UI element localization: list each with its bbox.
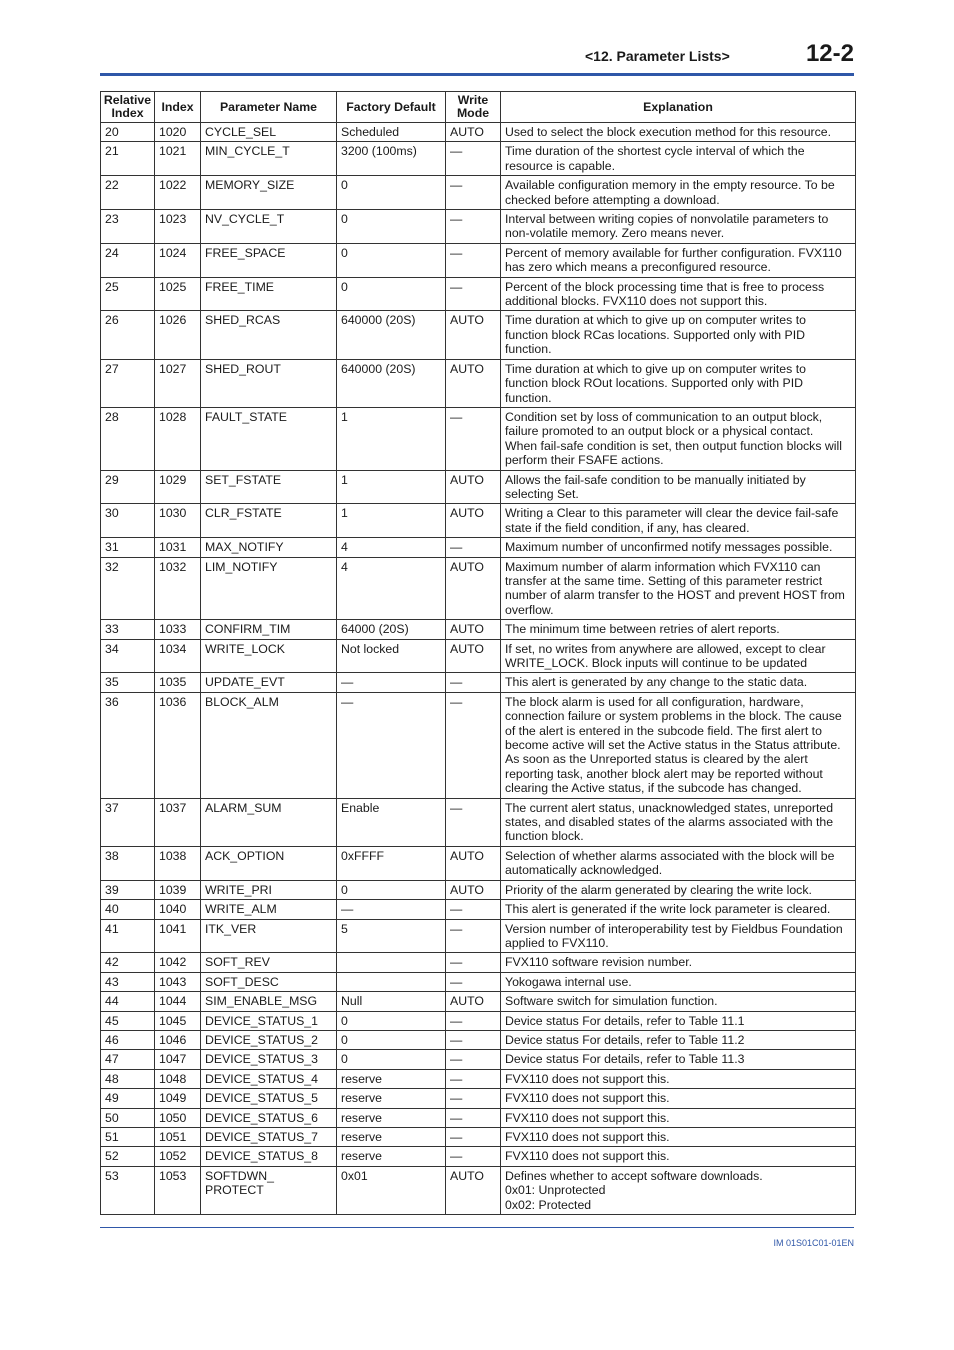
cell-parameter-name: FREE_SPACE xyxy=(201,243,337,277)
table-row xyxy=(101,639,856,673)
table-row xyxy=(101,992,856,1011)
cell-explanation: Interval between writing copies of nonvolatile parameters to non-volatile memory. Zero means never. xyxy=(501,210,856,244)
cell-index: 1030 xyxy=(155,504,201,538)
cell-explanation: FVX110 does not support this. xyxy=(501,1108,856,1127)
cell-write-mode: AUTO xyxy=(446,359,501,407)
col-header-index: Index xyxy=(155,92,201,123)
cell-write-mode: — xyxy=(446,798,501,846)
cell-parameter-name: CYCLE_SEL xyxy=(201,123,337,142)
cell-factory-default: Null xyxy=(337,992,446,1011)
cell-relative-index: 32 xyxy=(101,557,155,620)
cell-relative-index: 28 xyxy=(101,407,155,470)
cell-index: 1043 xyxy=(155,972,201,991)
cell-relative-index: 53 xyxy=(101,1166,155,1214)
cell-parameter-name: DEVICE_STATUS_4 xyxy=(201,1069,337,1088)
cell-parameter-name: DEVICE_STATUS_2 xyxy=(201,1030,337,1049)
cell-factory-default: — xyxy=(337,692,446,798)
cell-parameter-name: FREE_TIME xyxy=(201,277,337,311)
cell-parameter-name: NV_CYCLE_T xyxy=(201,210,337,244)
cell-index: 1033 xyxy=(155,620,201,639)
cell-explanation: If set, no writes from anywhere are allowed, except to clear WRITE_LOCK. Block inputs will continue to be updated xyxy=(501,639,856,673)
cell-relative-index: 31 xyxy=(101,538,155,557)
page-number: 12-2 xyxy=(805,40,854,67)
cell-relative-index: 51 xyxy=(101,1127,155,1146)
table-row xyxy=(101,880,856,899)
cell-explanation: Software switch for simulation function. xyxy=(501,992,856,1011)
cell-index: 1039 xyxy=(155,880,201,899)
cell-explanation: Writing a Clear to this parameter will clear the device fail-safe state if the field condition, if any, has cleared. xyxy=(501,504,856,538)
cell-explanation: FVX110 does not support this. xyxy=(501,1069,856,1088)
cell-factory-default: 3200 (100ms) xyxy=(337,142,446,176)
cell-explanation: This alert is generated if the write lock parameter is cleared. xyxy=(501,900,856,919)
cell-index: 1050 xyxy=(155,1108,201,1127)
cell-explanation: FVX110 does not support this. xyxy=(501,1089,856,1108)
cell-parameter-name: DEVICE_STATUS_3 xyxy=(201,1050,337,1069)
cell-relative-index: 43 xyxy=(101,972,155,991)
cell-explanation: The current alert status, unacknowledged states, unreported states, and disabled states of the alarms associated with the function block. xyxy=(501,798,856,846)
table-row xyxy=(101,210,856,244)
cell-factory-default: 0 xyxy=(337,243,446,277)
cell-parameter-name: WRITE_ALM xyxy=(201,900,337,919)
cell-factory-default: 0x01 xyxy=(337,1166,446,1214)
cell-index: 1032 xyxy=(155,557,201,620)
cell-write-mode: — xyxy=(446,407,501,470)
cell-relative-index: 27 xyxy=(101,359,155,407)
table-row xyxy=(101,470,856,504)
cell-relative-index: 38 xyxy=(101,846,155,880)
cell-factory-default: 5 xyxy=(337,919,446,953)
cell-factory-default xyxy=(337,972,446,991)
cell-relative-index: 24 xyxy=(101,243,155,277)
cell-relative-index: 20 xyxy=(101,123,155,142)
cell-relative-index: 50 xyxy=(101,1108,155,1127)
cell-write-mode: — xyxy=(446,919,501,953)
cell-parameter-name: FAULT_STATE xyxy=(201,407,337,470)
cell-index: 1051 xyxy=(155,1127,201,1146)
cell-factory-default: 1 xyxy=(337,470,446,504)
cell-write-mode: AUTO xyxy=(446,470,501,504)
table-row xyxy=(101,243,856,277)
cell-explanation: FVX110 software revision number. xyxy=(501,953,856,972)
cell-index: 1036 xyxy=(155,692,201,798)
cell-write-mode: AUTO xyxy=(446,557,501,620)
cell-explanation: Allows the fail-safe condition to be manually initiated by selecting Set. xyxy=(501,470,856,504)
cell-explanation: FVX110 does not support this. xyxy=(501,1147,856,1166)
cell-index: 1048 xyxy=(155,1069,201,1088)
cell-index: 1040 xyxy=(155,900,201,919)
cell-index: 1053 xyxy=(155,1166,201,1214)
table-row xyxy=(101,1030,856,1049)
table-row xyxy=(101,1089,856,1108)
cell-write-mode: — xyxy=(446,1069,501,1088)
cell-explanation: The block alarm is used for all configuration, hardware, connection failure or system problems in the block. The cause of the alert is entered in the subcode field. The first alert to become active will set the Active status in the Status attribute. As soon as the Unreported status is cleared by the alert reporting task, another block alert may be reported without clearing the Active status, if the subcode has changed. xyxy=(501,692,856,798)
cell-factory-default: 0 xyxy=(337,210,446,244)
cell-relative-index: 36 xyxy=(101,692,155,798)
cell-explanation: The minimum time between retries of alert reports. xyxy=(501,620,856,639)
cell-factory-default: 0 xyxy=(337,880,446,899)
table-row xyxy=(101,176,856,210)
cell-index: 1035 xyxy=(155,673,201,692)
cell-explanation: Maximum number of alarm information which FVX110 can transfer at the same time. Setting of this parameter restrict number of alarm transfer to the HOST and prevent HOST from overflow. xyxy=(501,557,856,620)
cell-factory-default: reserve xyxy=(337,1089,446,1108)
cell-index: 1046 xyxy=(155,1030,201,1049)
cell-explanation: Condition set by loss of communication to an output block, failure promoted to an output block or a physical contact. When fail-safe condition is set, then output function blocks will perform their FSAFE actions. xyxy=(501,407,856,470)
cell-write-mode: AUTO xyxy=(446,504,501,538)
cell-factory-default: Scheduled xyxy=(337,123,446,142)
cell-factory-default: 0 xyxy=(337,176,446,210)
cell-relative-index: 49 xyxy=(101,1089,155,1108)
cell-index: 1034 xyxy=(155,639,201,673)
cell-relative-index: 33 xyxy=(101,620,155,639)
table-row xyxy=(101,557,856,620)
cell-factory-default: 1 xyxy=(337,407,446,470)
header-divider xyxy=(100,73,854,76)
cell-parameter-name: BLOCK_ALM xyxy=(201,692,337,798)
cell-index: 1021 xyxy=(155,142,201,176)
cell-explanation: Percent of the block processing time that is free to process additional blocks. FVX110 does not support this. xyxy=(501,277,856,311)
cell-relative-index: 52 xyxy=(101,1147,155,1166)
cell-write-mode: — xyxy=(446,692,501,798)
footer-divider xyxy=(100,1227,854,1228)
col-header-relative-index: Relative Index xyxy=(101,92,155,123)
cell-parameter-name: WRITE_LOCK xyxy=(201,639,337,673)
cell-explanation: Time duration of the shortest cycle interval of which the resource is capable. xyxy=(501,142,856,176)
cell-explanation: Available configuration memory in the empty resource. To be checked before attempting a download. xyxy=(501,176,856,210)
cell-relative-index: 39 xyxy=(101,880,155,899)
table-row xyxy=(101,972,856,991)
cell-relative-index: 25 xyxy=(101,277,155,311)
cell-relative-index: 37 xyxy=(101,798,155,846)
cell-explanation: This alert is generated by any change to the static data. xyxy=(501,673,856,692)
cell-factory-default: 64000 (20S) xyxy=(337,620,446,639)
cell-parameter-name: ALARM_SUM xyxy=(201,798,337,846)
table-row xyxy=(101,1108,856,1127)
cell-parameter-name: SET_FSTATE xyxy=(201,470,337,504)
cell-explanation: Version number of interoperability test by Fieldbus Foundation applied to FVX110. xyxy=(501,919,856,953)
cell-parameter-name: DEVICE_STATUS_8 xyxy=(201,1147,337,1166)
cell-index: 1042 xyxy=(155,953,201,972)
table-row xyxy=(101,1011,856,1030)
cell-parameter-name: DEVICE_STATUS_6 xyxy=(201,1108,337,1127)
cell-write-mode: AUTO xyxy=(446,846,501,880)
cell-explanation: Maximum number of unconfirmed notify messages possible. xyxy=(501,538,856,557)
table-row xyxy=(101,692,856,798)
section-title: <12. Parameter Lists> xyxy=(585,48,730,64)
cell-write-mode: — xyxy=(446,1030,501,1049)
cell-factory-default: 0 xyxy=(337,1030,446,1049)
cell-index: 1052 xyxy=(155,1147,201,1166)
cell-write-mode: — xyxy=(446,277,501,311)
cell-write-mode: — xyxy=(446,243,501,277)
cell-relative-index: 34 xyxy=(101,639,155,673)
cell-explanation: Time duration at which to give up on computer writes to function block RCas locations. Supported only with PID function. xyxy=(501,311,856,359)
cell-index: 1020 xyxy=(155,123,201,142)
cell-factory-default: 1 xyxy=(337,504,446,538)
cell-index: 1023 xyxy=(155,210,201,244)
parameter-table xyxy=(100,91,856,1215)
cell-write-mode: — xyxy=(446,1089,501,1108)
cell-explanation: Yokogawa internal use. xyxy=(501,972,856,991)
table-row xyxy=(101,123,856,142)
cell-write-mode: — xyxy=(446,673,501,692)
cell-factory-default: reserve xyxy=(337,1147,446,1166)
cell-explanation: Time duration at which to give up on computer writes to function block ROut locations. Supported only with PID function. xyxy=(501,359,856,407)
cell-factory-default: 4 xyxy=(337,538,446,557)
cell-relative-index: 46 xyxy=(101,1030,155,1049)
cell-relative-index: 47 xyxy=(101,1050,155,1069)
cell-parameter-name: MEMORY_SIZE xyxy=(201,176,337,210)
cell-parameter-name: ACK_OPTION xyxy=(201,846,337,880)
cell-write-mode: — xyxy=(446,176,501,210)
cell-write-mode: — xyxy=(446,538,501,557)
cell-parameter-name: CLR_FSTATE xyxy=(201,504,337,538)
col-header-factory-default: Factory Default xyxy=(337,92,446,123)
cell-factory-default xyxy=(337,953,446,972)
table-header-row xyxy=(101,92,856,123)
cell-index: 1028 xyxy=(155,407,201,470)
table-row xyxy=(101,504,856,538)
cell-parameter-name: SOFT_DESC xyxy=(201,972,337,991)
cell-parameter-name: SHED_ROUT xyxy=(201,359,337,407)
cell-parameter-name: DEVICE_STATUS_5 xyxy=(201,1089,337,1108)
cell-factory-default: 640000 (20S) xyxy=(337,311,446,359)
cell-relative-index: 29 xyxy=(101,470,155,504)
table-row xyxy=(101,900,856,919)
cell-factory-default: 0 xyxy=(337,1011,446,1030)
cell-factory-default: Enable xyxy=(337,798,446,846)
table-row xyxy=(101,311,856,359)
cell-parameter-name: UPDATE_EVT xyxy=(201,673,337,692)
table-row xyxy=(101,277,856,311)
document-id: IM 01S01C01-01EN xyxy=(773,1238,854,1248)
table-row xyxy=(101,919,856,953)
cell-write-mode: — xyxy=(446,1147,501,1166)
cell-parameter-name: DEVICE_STATUS_7 xyxy=(201,1127,337,1146)
cell-relative-index: 21 xyxy=(101,142,155,176)
cell-index: 1041 xyxy=(155,919,201,953)
cell-index: 1025 xyxy=(155,277,201,311)
cell-index: 1037 xyxy=(155,798,201,846)
cell-explanation: FVX110 does not support this. xyxy=(501,1127,856,1146)
cell-parameter-name: DEVICE_STATUS_1 xyxy=(201,1011,337,1030)
cell-factory-default: 4 xyxy=(337,557,446,620)
cell-index: 1044 xyxy=(155,992,201,1011)
table-row xyxy=(101,538,856,557)
cell-factory-default: 640000 (20S) xyxy=(337,359,446,407)
col-header-write-mode: Write Mode xyxy=(446,92,501,123)
cell-write-mode: — xyxy=(446,1050,501,1069)
cell-write-mode: AUTO xyxy=(446,311,501,359)
table-row xyxy=(101,1050,856,1069)
col-header-parameter-name: Parameter Name xyxy=(201,92,337,123)
cell-relative-index: 42 xyxy=(101,953,155,972)
table-row xyxy=(101,1166,856,1214)
cell-write-mode: AUTO xyxy=(446,880,501,899)
cell-parameter-name: CONFIRM_TIM xyxy=(201,620,337,639)
cell-explanation: Device status For details, refer to Table 11.3 xyxy=(501,1050,856,1069)
cell-explanation: Device status For details, refer to Table 11.2 xyxy=(501,1030,856,1049)
cell-index: 1047 xyxy=(155,1050,201,1069)
cell-write-mode: — xyxy=(446,210,501,244)
cell-index: 1045 xyxy=(155,1011,201,1030)
cell-write-mode: AUTO xyxy=(446,992,501,1011)
cell-write-mode: — xyxy=(446,900,501,919)
cell-index: 1027 xyxy=(155,359,201,407)
cell-relative-index: 26 xyxy=(101,311,155,359)
cell-write-mode: AUTO xyxy=(446,123,501,142)
cell-factory-default: reserve xyxy=(337,1108,446,1127)
cell-explanation: Device status For details, refer to Table 11.1 xyxy=(501,1011,856,1030)
cell-factory-default: reserve xyxy=(337,1069,446,1088)
cell-relative-index: 35 xyxy=(101,673,155,692)
table-row xyxy=(101,846,856,880)
cell-factory-default: 0 xyxy=(337,277,446,311)
cell-relative-index: 48 xyxy=(101,1069,155,1088)
cell-write-mode: — xyxy=(446,972,501,991)
cell-relative-index: 40 xyxy=(101,900,155,919)
table-row xyxy=(101,620,856,639)
cell-factory-default: — xyxy=(337,900,446,919)
cell-index: 1029 xyxy=(155,470,201,504)
table-row xyxy=(101,359,856,407)
table-row xyxy=(101,1069,856,1088)
cell-write-mode: — xyxy=(446,1108,501,1127)
cell-write-mode: — xyxy=(446,1011,501,1030)
cell-explanation: Used to select the block execution method for this resource. xyxy=(501,123,856,142)
table-row xyxy=(101,1147,856,1166)
cell-index: 1024 xyxy=(155,243,201,277)
table-row xyxy=(101,1127,856,1146)
table-row xyxy=(101,798,856,846)
cell-index: 1031 xyxy=(155,538,201,557)
cell-write-mode: — xyxy=(446,953,501,972)
cell-write-mode: — xyxy=(446,1127,501,1146)
cell-factory-default: 0 xyxy=(337,1050,446,1069)
cell-explanation: Percent of memory available for further configuration. FVX110 has zero which means a preconfigured resource. xyxy=(501,243,856,277)
cell-write-mode: AUTO xyxy=(446,639,501,673)
cell-relative-index: 22 xyxy=(101,176,155,210)
cell-write-mode: AUTO xyxy=(446,620,501,639)
cell-parameter-name: WRITE_PRI xyxy=(201,880,337,899)
table-row xyxy=(101,142,856,176)
cell-factory-default: — xyxy=(337,673,446,692)
cell-write-mode: AUTO xyxy=(446,1166,501,1214)
cell-parameter-name: SOFTDWN_ PROTECT xyxy=(201,1166,337,1214)
table-row xyxy=(101,673,856,692)
cell-index: 1022 xyxy=(155,176,201,210)
cell-index: 1038 xyxy=(155,846,201,880)
table-row xyxy=(101,953,856,972)
cell-index: 1026 xyxy=(155,311,201,359)
cell-relative-index: 45 xyxy=(101,1011,155,1030)
cell-parameter-name: SIM_ENABLE_MSG xyxy=(201,992,337,1011)
cell-parameter-name: SHED_RCAS xyxy=(201,311,337,359)
cell-parameter-name: ITK_VER xyxy=(201,919,337,953)
cell-explanation: Priority of the alarm generated by clearing the write lock. xyxy=(501,880,856,899)
cell-relative-index: 41 xyxy=(101,919,155,953)
cell-explanation: Defines whether to accept software downloads. 0x01: Unprotected 0x02: Protected xyxy=(501,1166,856,1214)
cell-parameter-name: MIN_CYCLE_T xyxy=(201,142,337,176)
cell-factory-default: reserve xyxy=(337,1127,446,1146)
cell-index: 1049 xyxy=(155,1089,201,1108)
cell-factory-default: 0xFFFF xyxy=(337,846,446,880)
cell-parameter-name: SOFT_REV xyxy=(201,953,337,972)
table-row xyxy=(101,407,856,470)
cell-parameter-name: MAX_NOTIFY xyxy=(201,538,337,557)
cell-relative-index: 44 xyxy=(101,992,155,1011)
cell-relative-index: 30 xyxy=(101,504,155,538)
cell-parameter-name: LIM_NOTIFY xyxy=(201,557,337,620)
cell-relative-index: 23 xyxy=(101,210,155,244)
cell-factory-default: Not locked xyxy=(337,639,446,673)
cell-write-mode: — xyxy=(446,142,501,176)
cell-explanation: Selection of whether alarms associated with the block will be automatically acknowledged. xyxy=(501,846,856,880)
col-header-explanation: Explanation xyxy=(501,92,856,123)
